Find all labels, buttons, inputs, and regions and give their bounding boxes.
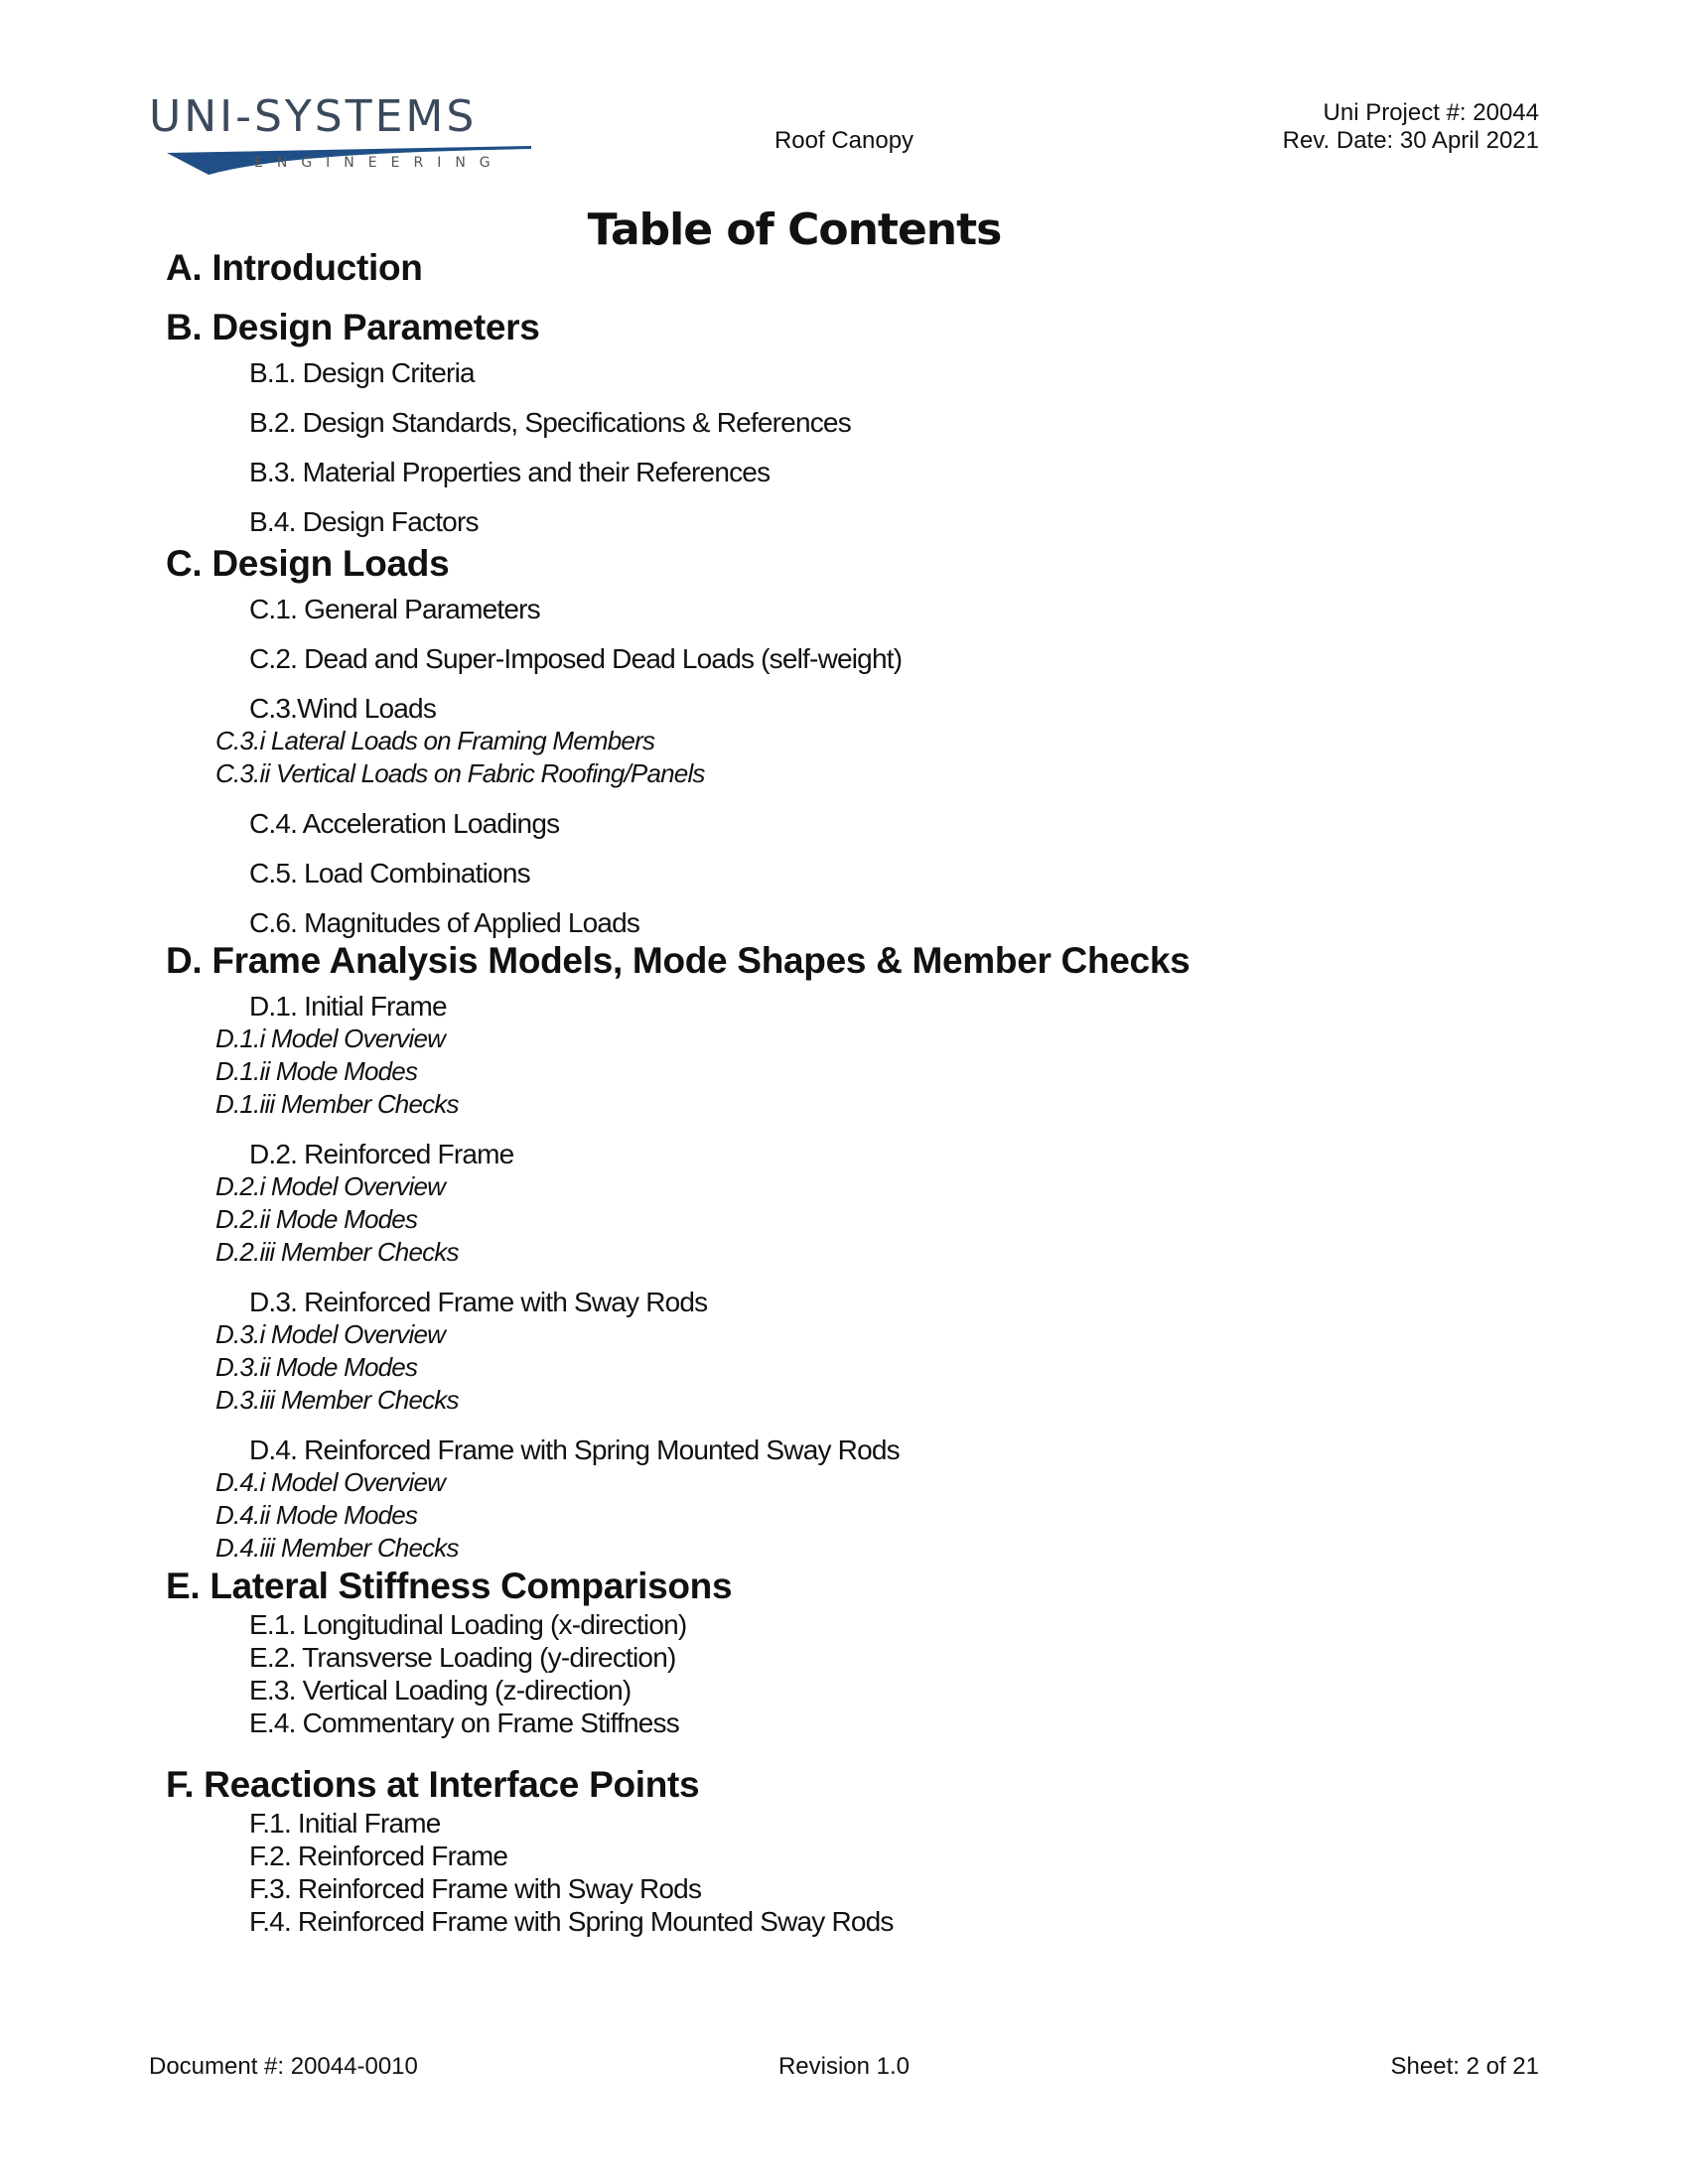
toc-entry[interactable]: D.3. Reinforced Frame with Sway Rods [249,1287,708,1317]
toc-subentry[interactable]: D.4.i Model Overview [215,1467,446,1497]
toc-subentry[interactable]: D.2.iii Member Checks [215,1237,459,1267]
toc-entry[interactable]: B.4. Design Factors [249,506,479,537]
toc-subentry[interactable]: D.2.ii Mode Modes [215,1204,418,1234]
toc-entry[interactable]: F.4. Reinforced Frame with Spring Mounted Sway Rods [249,1906,894,1937]
project-title: Roof Canopy [774,127,914,154]
toc-entry[interactable]: E.2. Transverse Loading (y-direction) [249,1642,676,1673]
section-heading[interactable]: D. Frame Analysis Models, Mode Shapes & Member Checks [166,940,1191,981]
revision-label: Revision 1.0 [777,2053,911,2080]
toc-entry[interactable]: B.2. Design Standards, Specifications & References [249,407,851,438]
toc-section [166,939,1536,1565]
toc-subentry[interactable]: D.3.i Model Overview [215,1319,446,1349]
company-logo [149,91,531,179]
toc-entry[interactable]: B.1. Design Criteria [249,357,475,388]
toc-entry[interactable]: E.1. Longitudinal Loading (x-direction) [249,1609,687,1640]
toc-subentry[interactable]: D.4.iii Member Checks [215,1533,459,1563]
toc-entry[interactable]: D.1. Initial Frame [249,991,447,1022]
toc-subentry[interactable]: D.4.ii Mode Modes [215,1500,418,1530]
project-number: Uni Project #: 20044 [1323,99,1539,126]
toc-entry[interactable]: F.1. Initial Frame [249,1808,441,1839]
toc-entry[interactable]: F.2. Reinforced Frame [249,1841,508,1871]
toc-subentry[interactable]: D.1.ii Mode Modes [215,1056,418,1086]
toc-subentry[interactable]: D.3.iii Member Checks [215,1385,459,1415]
section-heading[interactable]: F. Reactions at Interface Points [166,1764,700,1805]
toc-entry[interactable]: C.3.Wind Loads [249,693,437,724]
section-heading[interactable]: B. Design Parameters [166,307,540,347]
toc-entry[interactable]: D.4. Reinforced Frame with Spring Mounted Sway Rods [249,1434,900,1465]
logo-subtitle: ENGINEERING [254,155,504,171]
toc-subentry[interactable]: D.1.iii Member Checks [215,1089,459,1119]
toc-entry[interactable]: F.3. Reinforced Frame with Sway Rods [249,1873,702,1904]
toc-section [166,1763,1536,1938]
toc-subentry[interactable]: C.3.i Lateral Loads on Framing Members [215,726,655,755]
section-heading[interactable]: E. Lateral Stiffness Comparisons [166,1566,733,1606]
toc-entry[interactable]: C.2. Dead and Super-Imposed Dead Loads (self-weight) [249,643,903,674]
table-of-contents [166,246,1536,1938]
toc-subentry[interactable]: C.3.ii Vertical Loads on Fabric Roofing/Panels [215,758,705,788]
document-number: Document #: 20044-0010 [149,2053,418,2080]
toc-section [166,306,1536,538]
toc-entry[interactable]: E.3. Vertical Loading (z-direction) [249,1675,632,1706]
project-info [1283,99,1539,155]
toc-section [166,542,1536,939]
toc-subentry[interactable]: D.2.i Model Overview [215,1171,446,1201]
toc-subentry[interactable]: D.3.ii Mode Modes [215,1352,418,1382]
toc-entry[interactable]: C.5. Load Combinations [249,858,530,888]
toc-section [166,1565,1536,1739]
toc-entry[interactable]: C.4. Acceleration Loadings [249,808,560,839]
toc-section [166,246,1536,290]
toc-entry[interactable]: E.4. Commentary on Frame Stiffness [249,1707,679,1738]
section-heading[interactable]: C. Design Loads [166,543,450,584]
revision-date: Rev. Date: 30 April 2021 [1282,127,1539,154]
toc-entry[interactable]: B.3. Material Properties and their References [249,457,771,487]
toc-entry[interactable]: C.1. General Parameters [249,594,540,624]
logo-wordmark: UNI-SYSTEMS [149,91,478,142]
section-heading[interactable]: A. Introduction [166,247,423,288]
sheet-number: Sheet: 2 of 21 [1390,2053,1539,2080]
page-title: Table of Contents [587,205,1002,255]
toc-subentry[interactable]: D.1.i Model Overview [215,1024,446,1053]
toc-entry[interactable]: D.2. Reinforced Frame [249,1139,514,1169]
toc-entry[interactable]: C.6. Magnitudes of Applied Loads [249,907,640,938]
